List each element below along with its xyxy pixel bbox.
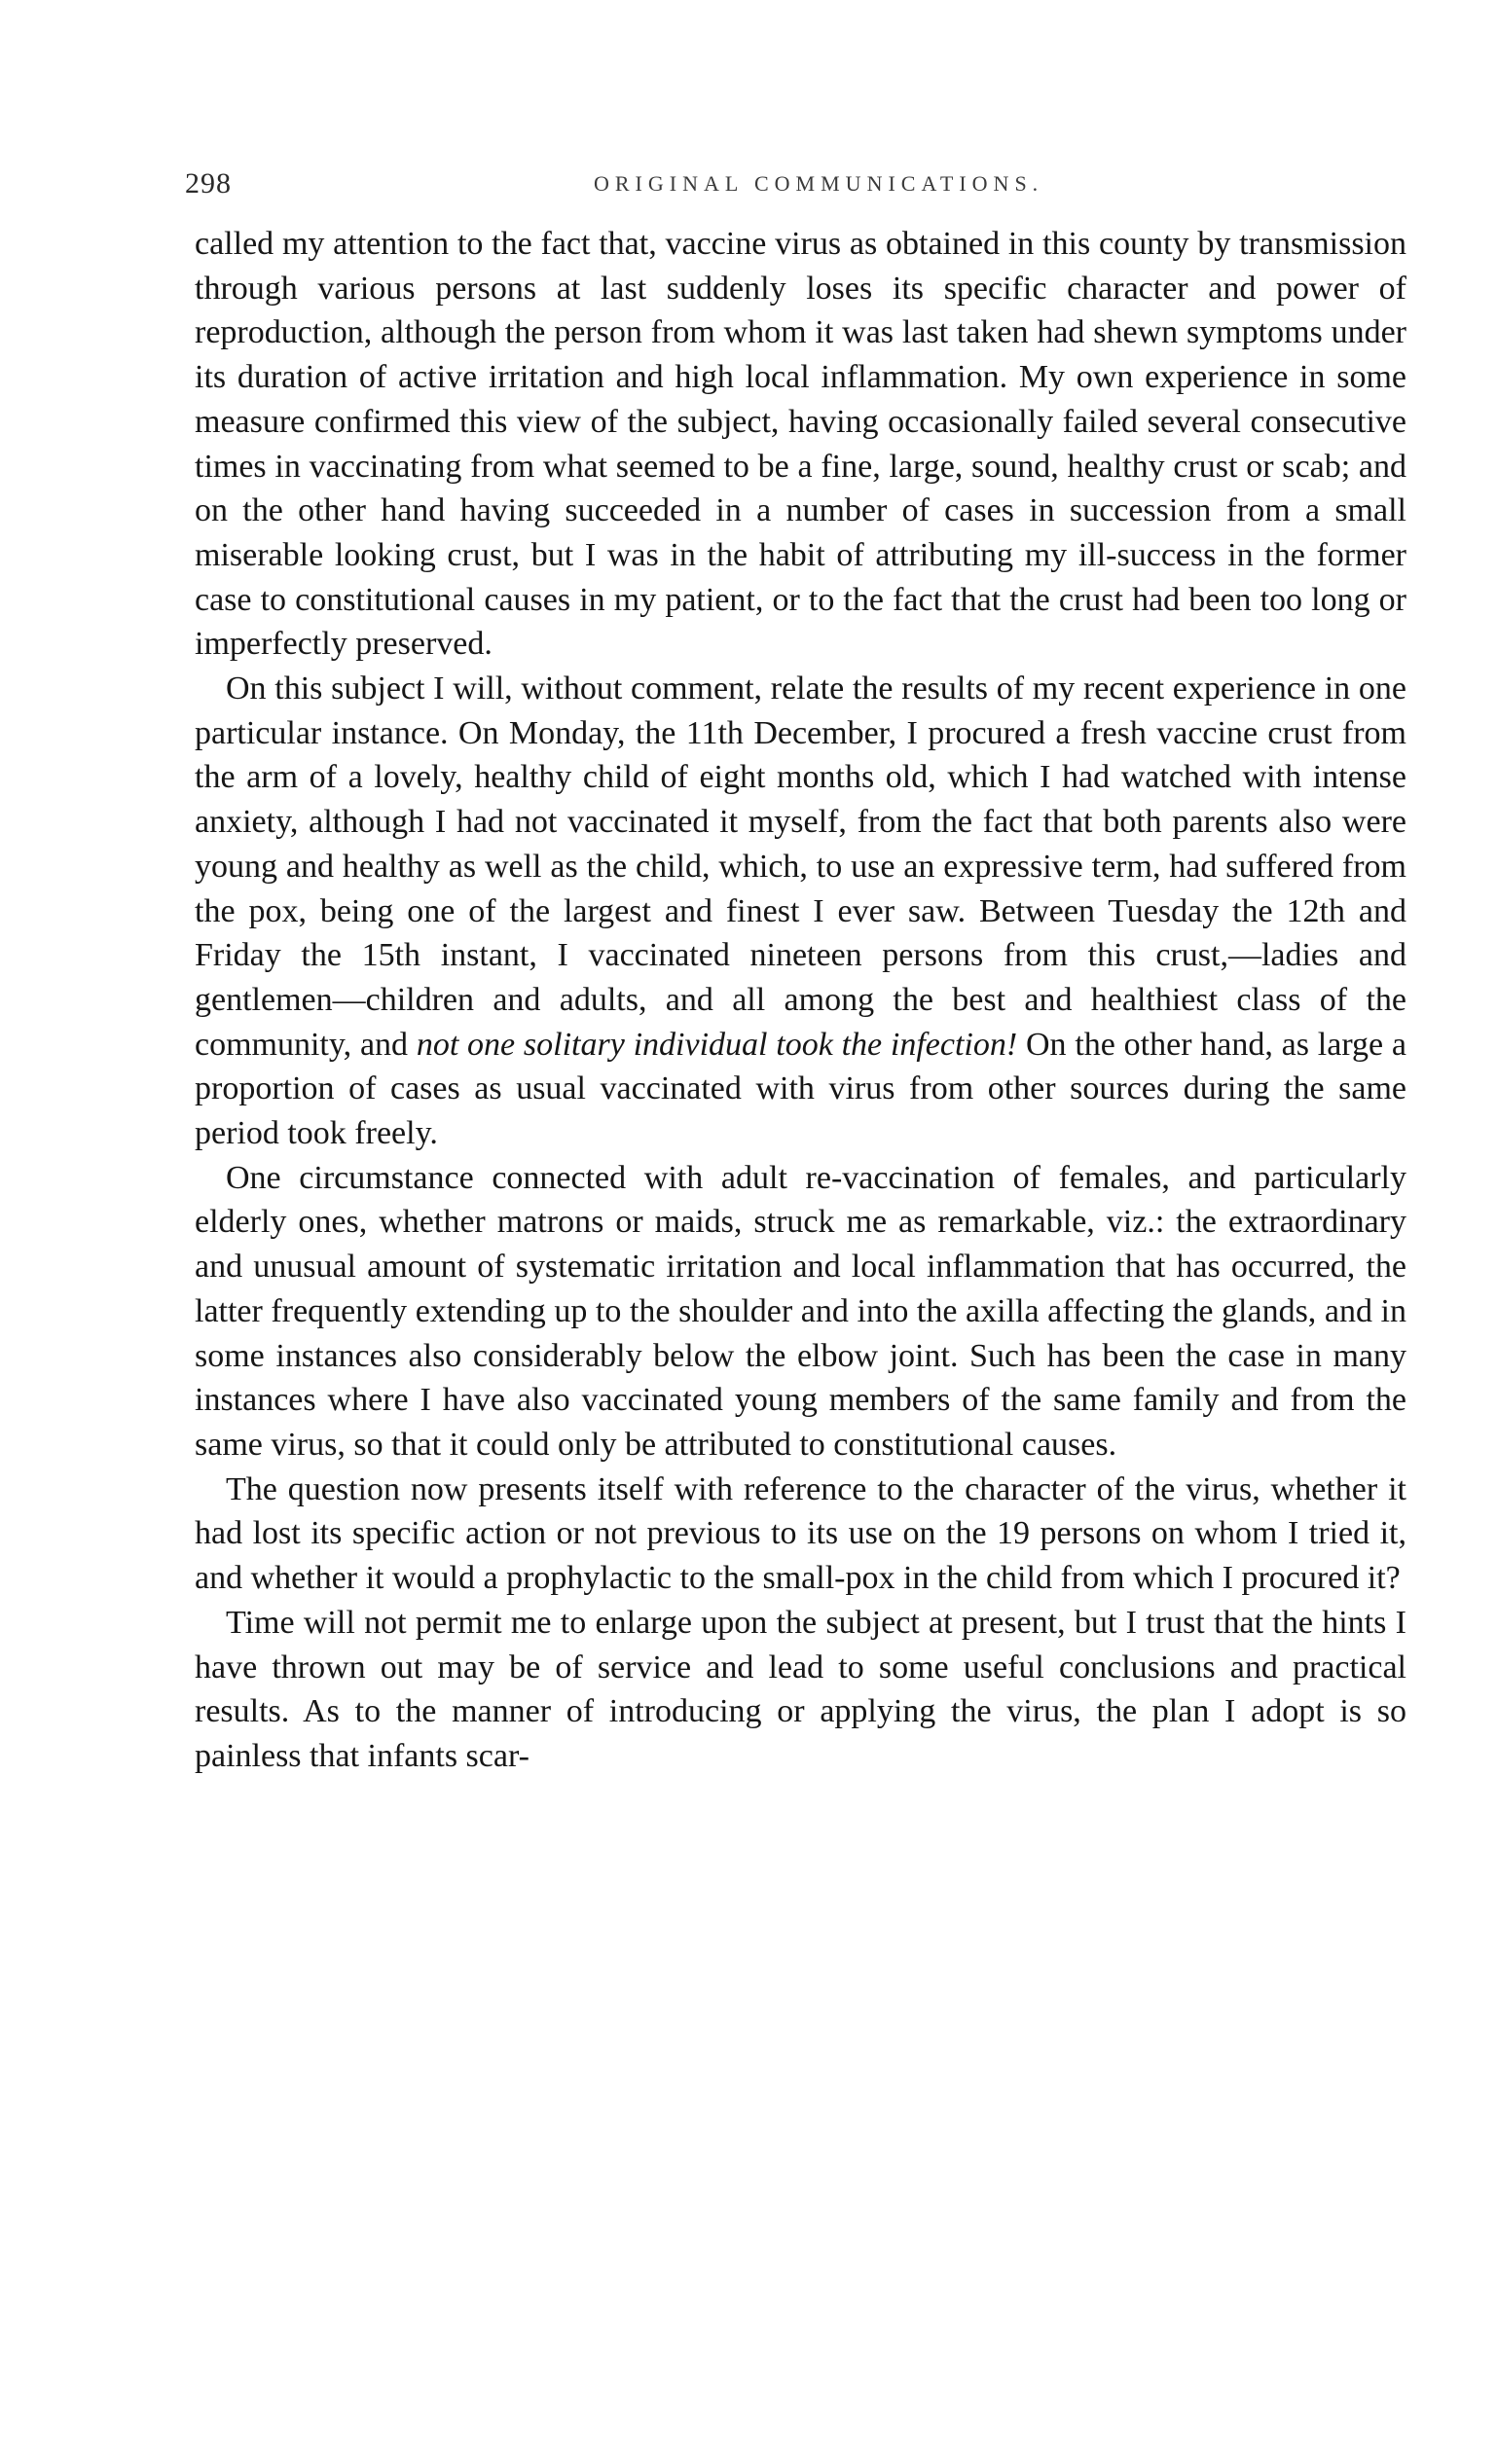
paragraph-question: The question now presents itself with reference to the character of the virus, whether it had lost its specific action or not previous to its use on the 19 persons on whom I tried it, and whether it would a prophylactic to the small-pox in the child from which I procured it? [195, 1470, 1406, 1597]
page-number: 298 [185, 167, 232, 199]
paragraph-experience-tail: On the other hand, as large a proportion of cases as usual vaccinated with virus from other sources during the same period took freely. [195, 1026, 1406, 1152]
running-head [185, 167, 1402, 206]
paragraph-revaccination: One circumstance connected with adult re-vaccination of females, and particularly elderly ones, whether matrons or maids, struck me as remarkable, viz.: the extraordinary and unusual amount of systematic irritation and local inflammation that has occurred, the latter frequently extending up to the shoulder and into the axilla affecting the glands, and in some instances also considerably below the elbow joint. Such has been the case in many instances where I have also vaccinated young members of the same family and from the same virus, so that it could only be attributed to constitutional causes. [195, 1159, 1406, 1463]
paragraph-experience-text: On this subject I will, without comment, relate the results of my recent experience in one particular instance. On Monday, the 11th December, I procured a fresh vaccine crust from the arm of a lovely, healthy child of eight months old, which I had watched with intense anxiety, although I had not vaccinated it myself, from the fact that both parents also were young and healthy as well as the child, which, to use an expressive term, had suffered from the pox, being one of the largest and finest I ever saw. Between Tuesday the 12th and Friday the 15th instant, I vaccinated nineteen persons from this crust,—ladies and gentlemen—children and adults, and all among the best and healthiest class of the community, and [195, 670, 1406, 1063]
paragraph-continued: called my attention to the fact that, vaccine virus as obtained in this county by transmission through various persons at last suddenly loses its specific character and power of reproduction, although the person from whom it was last taken had shewn symptoms under its duration of active irritation and high local inflammation. My own experience in some measure confirmed this view of the subject, having occasionally failed several consecutive times in vaccinating from what seemed to be a fine, large, sound, healthy crust or scab; and on the other hand having succeeded in a number of cases in succession from a small miserable looking crust, but I was in the habit of attributing my ill-success in the former case to constitutional causes in my patient, or to the fact that the crust had been too long or imperfectly preserved. [195, 226, 1406, 663]
paragraph-experience [195, 667, 1406, 1156]
body-text [195, 222, 1406, 1779]
paragraph-conclusion: Time will not permit me to enlarge upon the subject at present, but I trust that the hints I have thrown out may be of service and lead to some useful conclusions and practical results. As to the manner of introducing or applying the virus, the plan I adopt is so painless that infants scar- [195, 1604, 1406, 1774]
italic-emphasis: not one solitary individual took the infection! [416, 1026, 1018, 1063]
running-title: ORIGINAL COMMUNICATIONS. [594, 171, 1044, 196]
